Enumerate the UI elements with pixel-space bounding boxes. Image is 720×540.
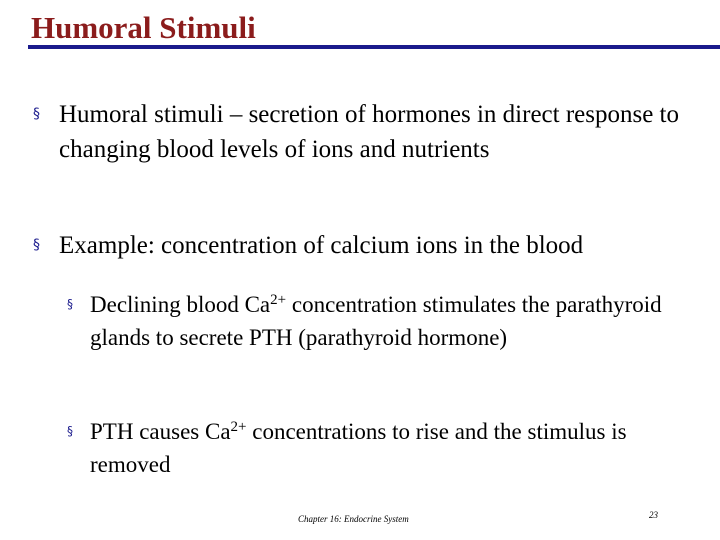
sub-bullet-text-before: Declining blood Ca [90,292,271,317]
bullet-marker-icon: § [33,237,40,253]
calcium-charge-superscript: 2+ [270,292,287,308]
sub-bullet-declining-calcium [67,288,687,354]
calcium-charge-superscript: 2+ [230,419,247,435]
slide-title: Humoral Stimuli [31,10,256,45]
sub-bullet-text [67,415,687,481]
sub-bullet-text-before: PTH causes Ca [90,419,231,444]
sub-bullet-pth-effect [67,415,687,481]
sub-bullet-text [67,288,687,354]
sub-bullet-marker-icon: § [67,297,73,311]
bullet-example [33,228,713,263]
footer-page-number: 23 [649,510,658,520]
bullet-text: Example: concentration of calcium ions in the blood [59,232,584,259]
footer-chapter: Chapter 16: Endocrine System [298,514,409,524]
bullet-humoral-definition [33,97,693,167]
title-underline [28,45,720,49]
sub-bullet-text-after: concentration stimulates the parathyroid glands to secrete PTH (parathyroid hormone) [90,292,662,350]
sub-bullet-text-after: concentrations to rise and the stimulus is removed [90,419,627,477]
sub-bullet-marker-icon: § [67,424,73,438]
bullet-text: Humoral stimuli – secretion of hormones in direct response to changing blood levels of ions and nutrients [59,101,680,163]
bullet-marker-icon: § [33,106,40,122]
